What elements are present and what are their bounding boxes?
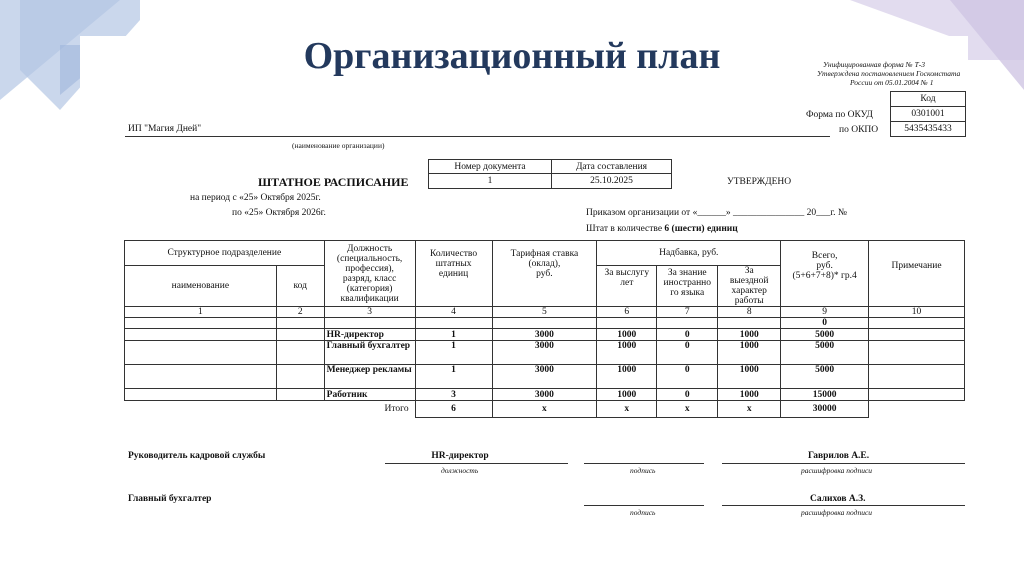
table-row: Менеджер рекламы 1 3000 1000 0 1000 5000 xyxy=(125,365,965,389)
header-position: Должность (специальность, профессия), разряд, класс (категория) квалификации xyxy=(324,241,415,307)
hr-signature-label: Руководитель кадровой службы xyxy=(128,451,266,461)
codes-header: Код xyxy=(891,92,966,107)
okpo-label: по ОКПО xyxy=(839,125,879,135)
hr-position: HR-директор xyxy=(431,451,489,461)
period-to: по «25» Октября 2026г. xyxy=(232,208,326,218)
header-division: Структурное подразделение xyxy=(125,241,325,266)
accountant-name: Салихов А.З. xyxy=(810,494,866,504)
slide-title: Организационный план xyxy=(303,35,721,77)
organization-underline xyxy=(125,136,830,137)
caption-position: должность xyxy=(441,466,479,475)
caption-signature-2: подпись xyxy=(630,508,656,517)
order-line: Приказом организации от «______» _______________ 20___г. № xyxy=(586,208,847,218)
header-language: За знание иностранно го языка xyxy=(657,266,718,307)
okud-value: 0301001 xyxy=(891,107,966,122)
accountant-signature-label: Главный бухгалтер xyxy=(128,494,212,504)
header-code: код xyxy=(276,266,324,307)
caption-decoding-2: расшифровка подписи xyxy=(801,508,873,517)
total-label: Итого xyxy=(384,404,409,415)
table-row: 0 xyxy=(125,318,965,329)
document-number: 1 xyxy=(429,174,552,189)
table-row: Работник 3 3000 1000 0 1000 15000 xyxy=(125,389,965,401)
number-label: Номер документа xyxy=(429,160,552,174)
form-header-line1: Унифицированная форма № Т-3 xyxy=(823,60,926,69)
total-row: Итого 6 х х х х 30000 xyxy=(125,401,965,418)
staff-count: Штат в количестве 6 (шести) единиц xyxy=(586,224,738,234)
header-total: Всего, руб. (5+6+7+8)* гр.4 xyxy=(781,241,869,307)
header-seniority: За выслугу лет xyxy=(597,266,657,307)
staffing-table xyxy=(124,240,965,418)
header-note: Примечание xyxy=(869,241,965,307)
form-header-line2: Утверждена постановлением Госкомстата xyxy=(817,69,961,78)
document-title: ШТАТНОЕ РАСПИСАНИЕ xyxy=(258,175,409,189)
organization-name: ИП "Магия Дней" xyxy=(128,124,202,134)
approved-label: УТВЕРЖДЕНО xyxy=(727,177,792,187)
table-row: HR-директор 1 3000 1000 0 1000 5000 xyxy=(125,329,965,341)
organization-caption: (наименование организации) xyxy=(292,141,385,150)
okud-label: Форма по ОКУД xyxy=(806,110,873,120)
form-header-line3: России от 05.01.2004 № 1 xyxy=(850,78,934,87)
hr-name: Гаврилов А.Е. xyxy=(808,451,870,461)
header-travel: За выездной характер работы xyxy=(718,266,781,307)
period-from: на период с «25» Октября 2025г. xyxy=(190,193,321,203)
header-count: Количество штатных единиц xyxy=(415,241,492,307)
column-numbers-row: 1 2 3 4 5 6 7 8 9 10 xyxy=(125,307,965,318)
date-label: Дата составления xyxy=(552,160,672,174)
header-allowance: Надбавка, руб. xyxy=(597,241,781,266)
codes-table xyxy=(890,91,966,137)
document-number-table xyxy=(428,159,672,189)
okpo-value: 5435435433 xyxy=(891,122,966,137)
document-date: 25.10.2025 xyxy=(552,174,672,189)
caption-decoding-1: расшифровка подписи xyxy=(801,466,873,475)
header-rate: Тарифная ставка (оклад), руб. xyxy=(492,241,597,307)
header-name: наименование xyxy=(125,266,277,307)
table-row: Главный бухгалтер 1 3000 1000 0 1000 5000 xyxy=(125,341,965,365)
caption-signature-1: подпись xyxy=(630,466,656,475)
